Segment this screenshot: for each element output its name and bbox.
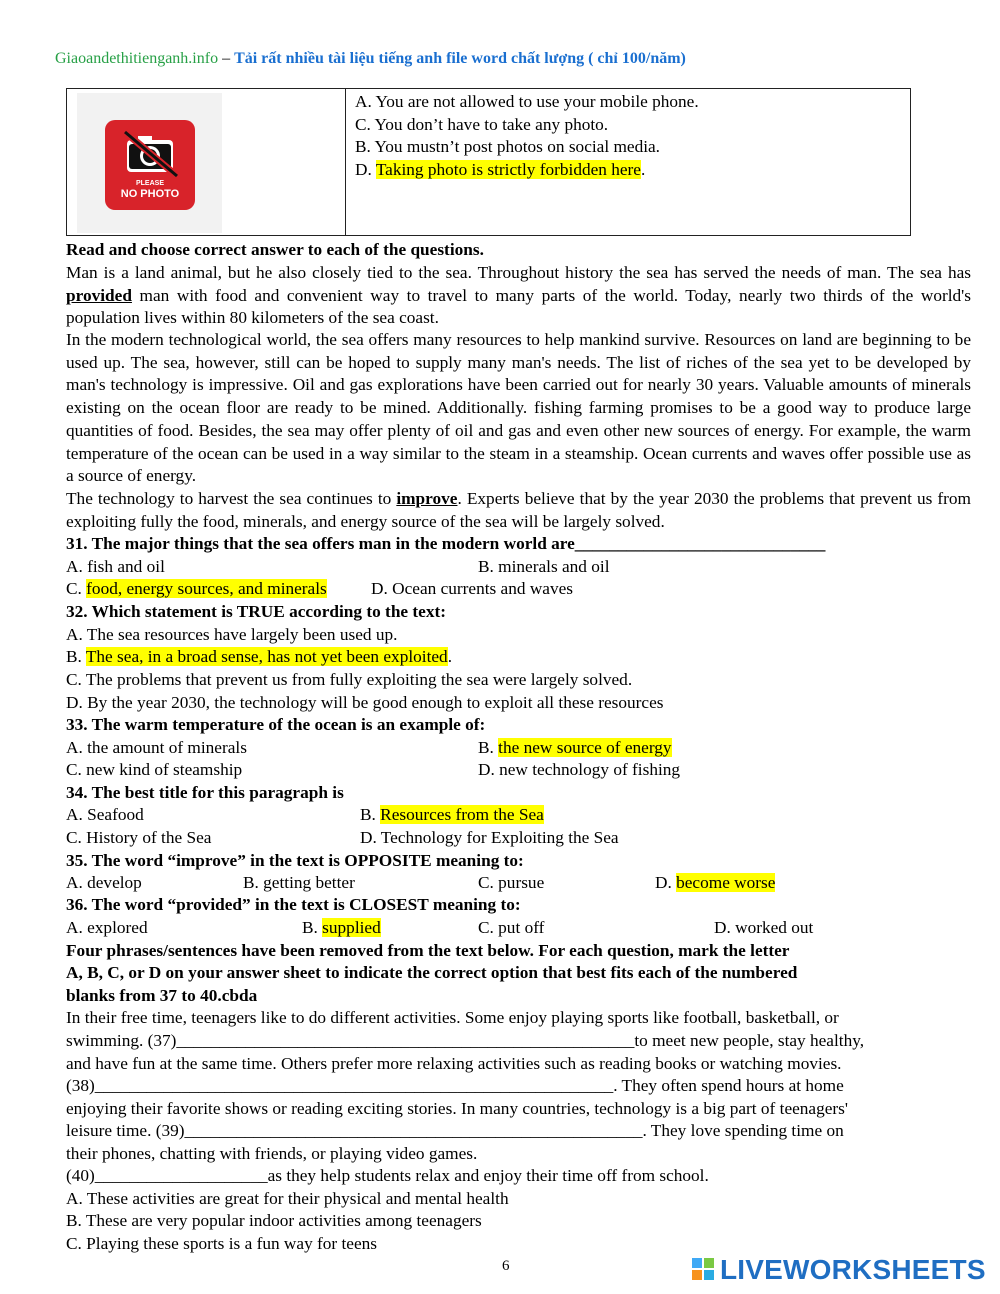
cloze-option-c[interactable]: C. Playing these sports is a fun way for teens: [66, 1234, 378, 1253]
reading-paragraph-2: In the modern technological world, the sea offers many resources to help mankind survive. Resources on land are beginning to be used up. The sea, however, still can be hoped to supply many man's needs. The list of riches of the sea yet to be developed by man's technology is impressive. Oil and gas explorations have been carried out for nearly 30 years. Valuable amounts of minerals existing on the ocean floor are ready to be mined. Additionally. fishing farming promises to be a good way to produce large quantities of food. Besides, the sea may offer plenty of oil and gas and even other new sources of energy. For example, the warm temperature of the ocean can be used in a way similar to the steam in a steamship. Ocean currents and waves offer possible use as a source of energy.: [66, 330, 971, 486]
cloze-instruction-3: blanks from 37 to 40.cbda: [66, 986, 258, 1005]
reading-paragraph-1: Man is a land animal, but he also closely tied to the sea. Throughout history the sea has served the needs of man. The sea has provided man with food and convenient way to travel to many parts of the world. Today, nearly two thirds of the world's population lives within 80 kilometers of the sea coast.: [66, 263, 971, 328]
header-site-link[interactable]: Giaoandethitienganh.info: [55, 50, 219, 67]
cloze-line: and have fun at the same time. Others prefer more relaxing activities such as reading books or watching movies.: [66, 1054, 842, 1073]
q36-option-d[interactable]: D. worked out: [714, 918, 814, 937]
q33-option-d[interactable]: D. new technology of fishing: [478, 760, 681, 779]
q35-option-a[interactable]: A. develop: [66, 873, 142, 892]
cloze-line-blank-38[interactable]: (38)____________________________________________________________. They often spend hours at home: [66, 1076, 844, 1095]
cloze-instruction-2: A, B, C, or D on your answer sheet to indicate the correct option that best fits each of the numbered: [66, 963, 798, 982]
sign-option-c[interactable]: C. You don’t have to take any photo.: [355, 115, 609, 134]
sign-text-bottom: NO PHOTO: [120, 188, 180, 200]
question-36-stem: 36. The word “provided” in the text is CLOSEST meaning to:: [66, 895, 521, 914]
keyword-improve: improve: [396, 489, 458, 508]
cloze-instruction-1: Four phrases/sentences have been removed from the text below. For each question, mark the letter: [66, 941, 790, 960]
highlighted-answer: supplied: [322, 918, 381, 937]
page-header: [55, 50, 686, 68]
sign-option-a[interactable]: A. You are not allowed to use your mobile phone.: [355, 92, 699, 111]
cloze-line-blank-39[interactable]: leisure time. (39)_____________________________________________________. They love spending time on: [66, 1121, 844, 1140]
reading-instruction: Read and choose correct answer to each of the questions.: [66, 240, 484, 259]
logo-text: LIVEWORKSHEETS: [720, 1254, 986, 1285]
question-35-stem: 35. The word “improve” in the text is OPPOSITE meaning to:: [66, 851, 524, 870]
sign-text-top: PLEASE: [135, 180, 164, 187]
cloze-line: In their free time, teenagers like to do different activities. Some enjoy playing sports like football, basketball, or: [66, 1008, 839, 1027]
q36-option-b[interactable]: B. supplied: [302, 918, 381, 937]
no-photo-sign: [105, 120, 195, 210]
keyword-provided: provided: [66, 285, 132, 305]
q31-option-a[interactable]: A. fish and oil: [66, 557, 165, 576]
cloze-line: their phones, chatting with friends, or playing video games.: [66, 1144, 478, 1163]
cloze-line-blank-37[interactable]: swimming. (37)_____________________________________________________to meet new people, stay healthy,: [66, 1031, 865, 1050]
cloze-option-a[interactable]: A. These activities are great for their physical and mental health: [66, 1189, 509, 1208]
q34-option-c[interactable]: C. History of the Sea: [66, 828, 212, 847]
page-number: 6: [502, 1258, 510, 1274]
header-dash: –: [218, 50, 235, 67]
q31-option-c[interactable]: C. food, energy sources, and minerals: [66, 579, 327, 598]
sign-option-d[interactable]: [355, 159, 645, 182]
header-tagline: Tải rất nhiều tài liệu tiếng anh file word chất lượng ( chỉ 100/năm): [234, 50, 686, 67]
highlighted-answer: Resources from the Sea: [380, 805, 544, 824]
q34-option-a[interactable]: A. Seafood: [66, 805, 144, 824]
q31-option-d[interactable]: D. Ocean currents and waves: [371, 579, 574, 598]
liveworksheets-blocks-icon: [692, 1258, 716, 1282]
q32-option-c[interactable]: C. The problems that prevent us from fully exploiting the sea were largely solved.: [66, 670, 633, 689]
q32-option-a[interactable]: A. The sea resources have largely been used up.: [66, 625, 398, 644]
cloze-option-b[interactable]: B. These are very popular indoor activities among teenagers: [66, 1211, 482, 1230]
question-34-stem: 34. The best title for this paragraph is: [66, 783, 344, 802]
q35-option-d[interactable]: D. become worse: [655, 873, 776, 892]
q33-option-c[interactable]: C. new kind of steamship: [66, 760, 243, 779]
no-photo-sign-image: [77, 93, 222, 233]
option-suffix: .: [640, 160, 646, 179]
question-31-stem: 31. The major things that the sea offers man in the modern world are_____________________________: [66, 534, 826, 553]
q36-option-a[interactable]: A. explored: [66, 918, 148, 937]
sign-option-b[interactable]: B. You mustn’t post photos on social media.: [355, 137, 661, 156]
table-divider: [345, 89, 346, 235]
liveworksheets-logo[interactable]: [692, 1254, 986, 1284]
cloze-line: enjoying their favorite shows or reading exciting stories. In many countries, technology is a big part of teenagers': [66, 1099, 848, 1118]
q35-option-c[interactable]: C. pursue: [478, 873, 545, 892]
question-33-stem: 33. The warm temperature of the ocean is an example of:: [66, 715, 486, 734]
question-32-stem: 32. Which statement is TRUE according to the text:: [66, 602, 446, 621]
q35-option-b[interactable]: B. getting better: [243, 873, 355, 892]
q32-option-d[interactable]: D. By the year 2030, the technology will be good enough to exploit all these resources: [66, 693, 664, 712]
option-letter: D.: [355, 160, 376, 179]
reading-paragraph-3: The technology to harvest the sea continues to improve. Experts believe that by the year 2030 the problems that prevent us from exploiting fully the food, minerals, and energy source of the sea will be largely solved.: [66, 489, 971, 531]
q36-option-c[interactable]: C. put off: [478, 918, 545, 937]
highlighted-answer: the new source of energy: [498, 738, 672, 757]
q34-option-d[interactable]: D. Technology for Exploiting the Sea: [360, 828, 619, 847]
highlighted-answer: The sea, in a broad sense, has not yet been exploited: [85, 647, 448, 666]
cloze-line-blank-40[interactable]: (40)____________________as they help students relax and enjoy their time off from school.: [66, 1166, 709, 1185]
highlighted-answer: Taking photo is strictly forbidden here: [375, 160, 641, 179]
highlighted-answer: become worse: [676, 873, 776, 892]
highlighted-answer: food, energy sources, and minerals: [86, 579, 327, 598]
q33-option-a[interactable]: A. the amount of minerals: [66, 738, 247, 757]
q34-option-b[interactable]: B. Resources from the Sea: [360, 805, 544, 824]
q32-option-b[interactable]: B. The sea, in a broad sense, has not yet been exploited.: [66, 647, 453, 666]
q33-option-b[interactable]: B. the new source of energy: [478, 738, 672, 757]
q31-option-b[interactable]: B. minerals and oil: [478, 557, 610, 576]
sign-question-table: [66, 88, 911, 236]
